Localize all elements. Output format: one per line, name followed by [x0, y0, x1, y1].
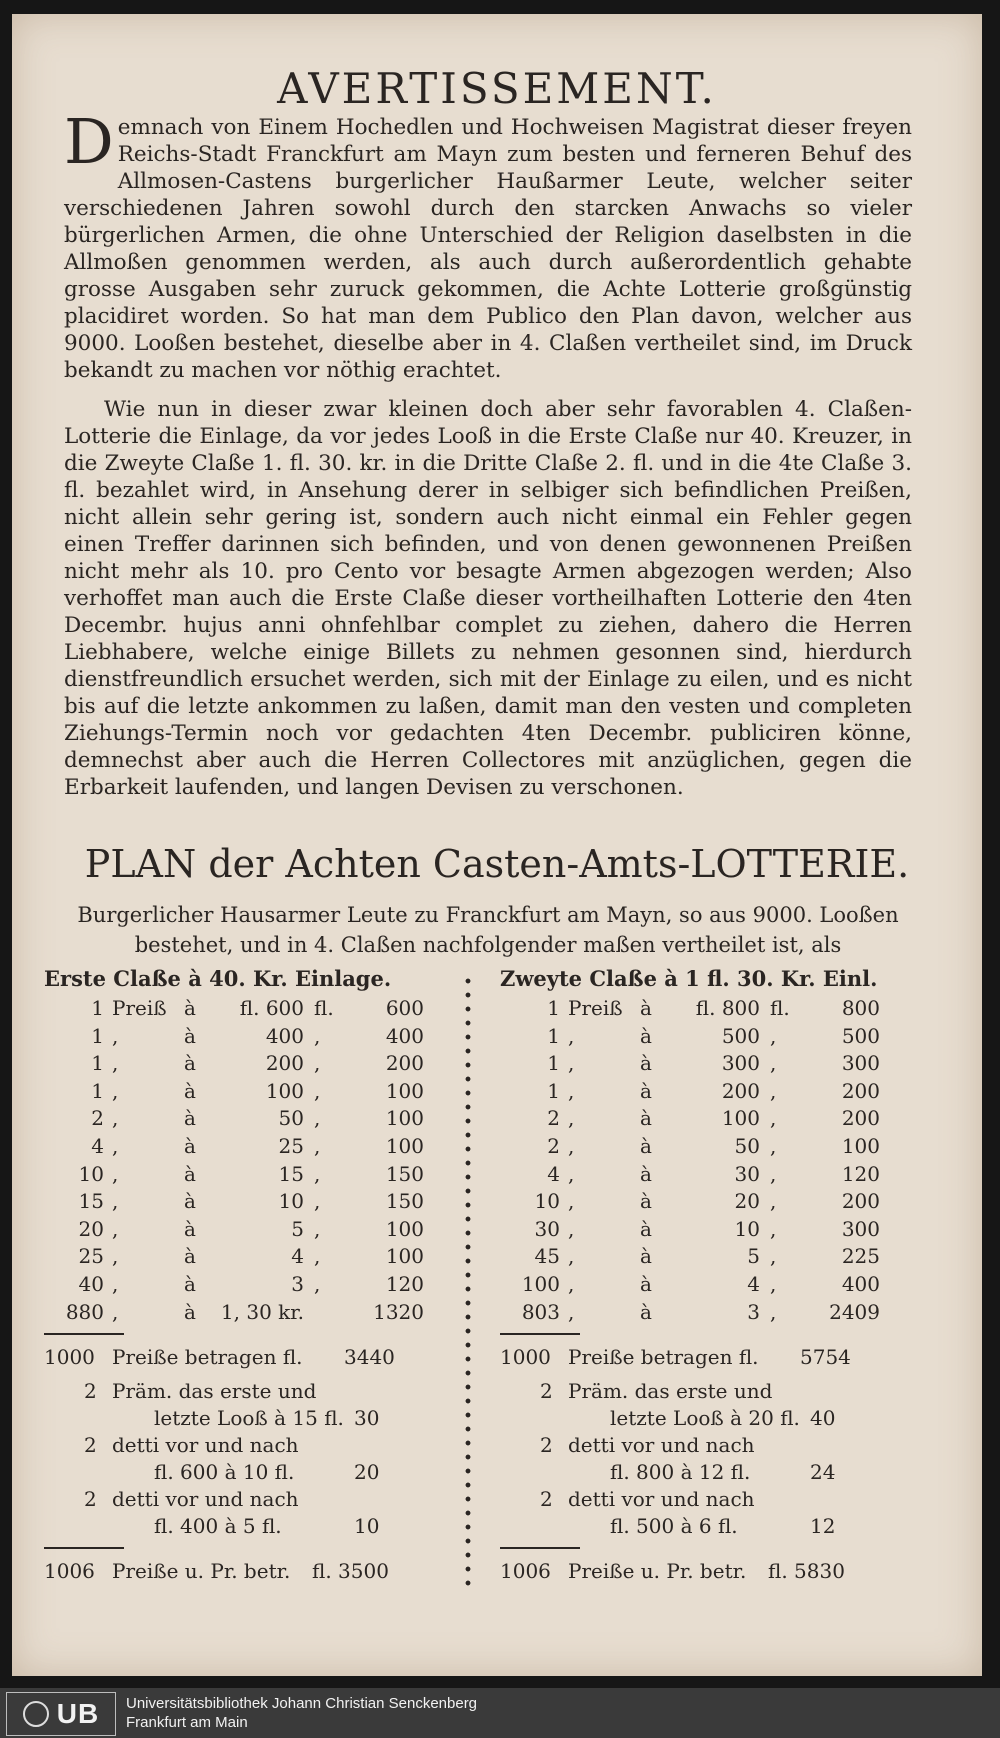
prize-fl: , — [770, 1271, 777, 1296]
prize-word: , — [568, 1161, 575, 1186]
prize-count: 40 — [78, 1271, 104, 1296]
prize-word: , — [112, 1271, 119, 1296]
prize-row — [44, 1217, 444, 1245]
premium-total: 40 — [810, 1406, 836, 1431]
library-credit — [126, 1694, 477, 1732]
prize-total: 100 — [385, 1244, 424, 1269]
prize-total: 800 — [841, 996, 880, 1020]
prize-count: 1 — [547, 996, 560, 1020]
star-divider — [458, 974, 478, 1594]
paragraph-1 — [64, 105, 912, 384]
premium-count: 2 — [540, 1379, 553, 1404]
prize-amount: 1, 30 kr. — [220, 1299, 304, 1324]
prize-total: 200 — [841, 1106, 880, 1131]
logo-text: UB — [56, 1698, 100, 1729]
prize-word: , — [112, 1133, 119, 1158]
prize-row — [500, 1106, 900, 1134]
prize-count: 2 — [91, 1106, 104, 1131]
prize-a: à — [184, 1051, 196, 1076]
plan-title: PLAN der Achten Casten-Amts-LOTTERIE. — [84, 842, 910, 886]
grand-total: fl. 3500 — [312, 1559, 389, 1584]
prize-word: , — [568, 1271, 575, 1296]
prize-amount: 3 — [291, 1271, 304, 1296]
prize-count: 30 — [534, 1216, 560, 1241]
prize-word: , — [568, 1051, 575, 1076]
prize-fl: , — [770, 1189, 777, 1214]
premium-text: letzte Looß à 20 fl. — [610, 1406, 800, 1431]
premium-text: letzte Looß à 15 fl. — [154, 1406, 344, 1431]
prize-row — [500, 1189, 900, 1217]
prize-count: 4 — [91, 1133, 104, 1158]
premium-text: fl. 800 à 12 fl. — [610, 1460, 751, 1485]
prize-fl: , — [314, 1216, 321, 1241]
prize-count: 1 — [91, 1078, 104, 1103]
prize-a: à — [184, 1106, 196, 1131]
prize-a: à — [640, 1078, 652, 1103]
prize-a: à — [640, 1161, 652, 1186]
premium-text: detti vor und nach — [112, 1433, 299, 1458]
dropcap-letter: D — [64, 105, 114, 178]
prize-amount: 300 — [721, 1051, 760, 1076]
prize-word: , — [568, 1244, 575, 1269]
sum-total: 5754 — [800, 1345, 851, 1370]
premium-total: 10 — [354, 1514, 380, 1539]
prize-total: 600 — [385, 996, 424, 1020]
prize-a: à — [640, 1023, 652, 1048]
premium-text: fl. 500 à 6 fl. — [610, 1514, 738, 1539]
prize-total: 300 — [841, 1216, 880, 1241]
sum-line — [500, 1345, 900, 1375]
premium-total: 24 — [810, 1460, 836, 1485]
prize-count: 1 — [547, 1078, 560, 1103]
prize-total: 400 — [385, 1023, 424, 1048]
prize-word: , — [112, 1299, 119, 1324]
premium-total: 20 — [354, 1460, 380, 1485]
prize-amount: 5 — [747, 1244, 760, 1269]
premium-line — [44, 1433, 444, 1460]
sum-count: 1000 — [500, 1345, 551, 1370]
document-title: AVERTISSEMENT. — [277, 64, 717, 113]
prize-word: Preiß — [568, 996, 623, 1020]
prize-fl: , — [770, 1106, 777, 1131]
prize-a: à — [184, 1271, 196, 1296]
prize-fl: , — [770, 1161, 777, 1186]
prize-total: 200 — [841, 1078, 880, 1103]
prize-word: , — [568, 1299, 575, 1324]
premium-text: fl. 400 à 5 fl. — [154, 1514, 282, 1539]
prize-amount: 100 — [721, 1106, 760, 1131]
prize-fl: , — [770, 1244, 777, 1269]
premium-line — [500, 1514, 900, 1541]
prize-amount: 15 — [278, 1161, 304, 1186]
prize-amount: 200 — [265, 1051, 304, 1076]
prize-amount: 200 — [721, 1078, 760, 1103]
premium-line — [500, 1460, 900, 1487]
prize-amount: 25 — [278, 1133, 304, 1158]
prize-a: à — [640, 1216, 652, 1241]
prize-count: 10 — [534, 1189, 560, 1214]
prize-total: 500 — [841, 1023, 880, 1048]
prize-row — [44, 1272, 444, 1300]
prize-count: 25 — [78, 1244, 104, 1269]
sum-label: Preiße betragen fl. — [112, 1345, 303, 1370]
prize-row — [500, 1024, 900, 1052]
prize-row — [500, 1134, 900, 1162]
prize-amount: 30 — [734, 1161, 760, 1186]
prize-row — [44, 1051, 444, 1079]
prize-a: à — [640, 996, 652, 1020]
premium-line — [500, 1406, 900, 1433]
prize-fl: , — [314, 1189, 321, 1214]
class-heading: Zweyte Claße à 1 fl. 30. Kr. Einl. — [500, 966, 878, 991]
prize-a: à — [184, 1244, 196, 1269]
premium-total: 30 — [354, 1406, 380, 1431]
rule-line — [500, 1333, 580, 1335]
seal-icon — [23, 1701, 49, 1727]
prize-row — [44, 1189, 444, 1217]
document-page — [12, 14, 982, 1676]
grand-count: 1006 — [500, 1559, 551, 1584]
grand-total-line — [500, 1559, 900, 1589]
grand-count: 1006 — [44, 1559, 95, 1584]
premium-block — [44, 1379, 444, 1541]
prize-a: à — [640, 1189, 652, 1214]
premium-block — [500, 1379, 900, 1541]
prize-total: 1320 — [373, 1299, 424, 1324]
prize-total: 150 — [385, 1189, 424, 1214]
prize-total: 200 — [385, 1051, 424, 1076]
premium-line — [44, 1487, 444, 1514]
prize-row — [500, 1217, 900, 1245]
prize-fl: , — [314, 1078, 321, 1103]
prize-count: 100 — [521, 1271, 560, 1296]
prize-fl: , — [314, 1161, 321, 1186]
prize-word: , — [112, 1106, 119, 1131]
premium-line — [44, 1406, 444, 1433]
premium-text: Präm. das erste und — [112, 1379, 317, 1404]
sum-line — [44, 1345, 444, 1375]
prize-total: 120 — [385, 1271, 424, 1296]
prize-row — [500, 1051, 900, 1079]
prize-fl: , — [770, 1133, 777, 1158]
prize-fl: , — [314, 1271, 321, 1296]
prize-a: à — [184, 1133, 196, 1158]
prize-fl: , — [314, 1023, 321, 1048]
prize-fl: , — [314, 1051, 321, 1076]
prize-total: 120 — [841, 1161, 880, 1186]
plan-subtitle: Burgerlicher Hausarmer Leute zu Franckfurt am Mayn, so aus 9000. Looßen bestehet, und in 4. Claßen nachfolgender maßen vertheilet ist, als — [77, 903, 899, 957]
prize-fl: , — [770, 1051, 777, 1076]
prize-word: , — [112, 1189, 119, 1214]
prize-word: , — [568, 1216, 575, 1241]
prize-count: 1 — [547, 1023, 560, 1048]
premium-text: fl. 600 à 10 fl. — [154, 1460, 295, 1485]
prize-word: , — [568, 1023, 575, 1048]
prize-amount: 3 — [747, 1299, 760, 1324]
premium-line — [44, 1460, 444, 1487]
prize-row — [500, 1244, 900, 1272]
grand-total: fl. 5830 — [768, 1559, 845, 1584]
prize-count: 2 — [547, 1106, 560, 1131]
premium-count: 2 — [84, 1379, 97, 1404]
prize-amount: fl. 600 — [239, 996, 304, 1020]
premium-count: 2 — [84, 1433, 97, 1458]
sum-total: 3440 — [344, 1345, 395, 1370]
prize-amount: 4 — [747, 1271, 760, 1296]
prize-total: 100 — [385, 1133, 424, 1158]
prize-word: , — [112, 1216, 119, 1241]
grand-total-line — [44, 1559, 444, 1589]
prize-row — [44, 1024, 444, 1052]
rule-line — [44, 1547, 124, 1549]
prize-word: , — [568, 1078, 575, 1103]
premium-count: 2 — [540, 1433, 553, 1458]
prize-total: 300 — [841, 1051, 880, 1076]
prize-a: à — [640, 1299, 652, 1324]
prize-count: 803 — [521, 1299, 560, 1324]
prize-a: à — [184, 1078, 196, 1103]
prize-count: 1 — [91, 1051, 104, 1076]
prize-fl: , — [770, 1078, 777, 1103]
prize-total: 150 — [385, 1161, 424, 1186]
rule-line — [44, 1333, 124, 1335]
premium-total: 12 — [810, 1514, 836, 1539]
prize-count: 1 — [91, 996, 104, 1020]
prize-row — [500, 996, 900, 1024]
prize-count: 1 — [547, 1051, 560, 1076]
prize-a: à — [184, 996, 196, 1020]
prize-word: , — [112, 1051, 119, 1076]
prize-word: , — [112, 1161, 119, 1186]
prize-total: 400 — [841, 1271, 880, 1296]
prize-row — [44, 996, 444, 1024]
prize-a: à — [184, 1299, 196, 1324]
prize-a: à — [184, 1189, 196, 1214]
grand-label: Preiße u. Pr. betr. — [568, 1559, 747, 1584]
sum-label: Preiße betragen fl. — [568, 1345, 759, 1370]
prize-total: 100 — [385, 1106, 424, 1131]
prize-row — [500, 1162, 900, 1190]
prize-amount: 100 — [265, 1078, 304, 1103]
prize-count: 10 — [78, 1161, 104, 1186]
prize-row — [44, 1244, 444, 1272]
grand-label: Preiße u. Pr. betr. — [112, 1559, 291, 1584]
prize-row — [500, 1300, 900, 1328]
premium-count: 2 — [84, 1487, 97, 1512]
premium-line — [44, 1514, 444, 1541]
prize-amount: 50 — [734, 1133, 760, 1158]
prize-fl: , — [770, 1299, 777, 1324]
prize-amount: 400 — [265, 1023, 304, 1048]
prize-word: , — [112, 1244, 119, 1269]
prize-count: 880 — [65, 1299, 104, 1324]
paragraph-1-text: emnach von Einem Hochedlen und Hochweisen Magistrat dieser freyen Reichs-Stadt Franckfurt am Mayn zum besten und ferneren Behuf des Allmosen-Castens burgerlicher Haußarmer Leute, welcher seiter verschiedenen Jahren sowohl durch den starcken Anwachs so vieler bürgerlichen Armen, die ohne Unterschied der Religion daselbsten in die Allmoßen genommen werden, als auch durch außerordentlich gehabte grosse Ausgaben sehr zuruck gekommen, die Achte Lotterie großgünstig placidiret worden. So hat man dem Publico den Plan davon, welcher aus 9000. Looßen bestehet, dieselbe aber in 4. Claßen vertheilet sind, im Druck bekandt zu machen vor nöthig erachtet. — [64, 115, 912, 383]
prize-fl: , — [770, 1216, 777, 1241]
prize-a: à — [184, 1023, 196, 1048]
premium-line — [44, 1379, 444, 1406]
paragraph-2: Wie nun in dieser zwar kleinen doch aber sehr favorablen 4. Claßen-Lotterie die Einlage, da vor jedes Looß in die Erste Claße nur 40. Kreuzer, in die Zweyte Claße 1. fl. 30. kr. in die Dritte Claße 2. fl. und in die 4te Claße 3. fl. bezahlet wird, in Ansehung derer in selbiger sich befindlichen Preißen, nicht allein sehr gering ist, sondern auch nicht einmal ein Fehler gegen einen Treffer darinnen sich befinden, und von denen gewonnenen Preißen nicht mehr als 10. pro Cento vor besagte Armen abgezogen werden; Also verhoffet man auch die Erste Claße dieser vortheilhaften Lotterie den 4ten Decembr. hujus anni ohnfehlbar complet zu ziehen, dahero die Herren Liebhabere, welche einige Billets zu nehmen gesonnen sind, hierdurch dienstfreundlich ersuchet werden, sich mit der Einlage zu eilen, und es nicht bis auf die letzte ankommen zu laßen, damit man den vesten und completen Ziehungs-Termin noch vor gedachten 4ten Decembr. publiciren könne, demnechst aber auch die Herren Collectores mit anzüglichen, gegen die Erbarkeit laufenden, und langen Devisen zu verschonen. — [64, 397, 912, 800]
prize-a: à — [640, 1051, 652, 1076]
library-footer — [0, 1688, 1000, 1738]
prize-row — [44, 1106, 444, 1134]
library-city: Frankfurt am Main — [126, 1714, 248, 1731]
prize-fl: , — [314, 1133, 321, 1158]
prize-count: 1 — [91, 1023, 104, 1048]
premium-text: detti vor und nach — [112, 1487, 299, 1512]
prize-count: 20 — [78, 1216, 104, 1241]
prize-amount: fl. 800 — [695, 996, 760, 1020]
prize-fl: , — [314, 1106, 321, 1131]
premium-text: detti vor und nach — [568, 1487, 755, 1512]
prize-count: 45 — [534, 1244, 560, 1269]
premium-line — [500, 1487, 900, 1514]
prize-count: 4 — [547, 1161, 560, 1186]
prize-amount: 10 — [278, 1189, 304, 1214]
prize-row — [500, 1272, 900, 1300]
prize-amount: 4 — [291, 1244, 304, 1269]
prize-fl: fl. — [314, 996, 334, 1020]
prize-total: 100 — [385, 1078, 424, 1103]
prize-fl: , — [770, 1023, 777, 1048]
ub-logo — [6, 1692, 116, 1736]
prize-total: 100 — [841, 1133, 880, 1158]
prize-row — [500, 1079, 900, 1107]
prize-row — [44, 1134, 444, 1162]
prize-a: à — [640, 1106, 652, 1131]
rule-line — [500, 1547, 580, 1549]
prize-word: , — [112, 1078, 119, 1103]
class1-column — [44, 966, 444, 1589]
prize-amount: 5 — [291, 1216, 304, 1241]
prize-amount: 20 — [734, 1189, 760, 1214]
prize-word: , — [568, 1133, 575, 1158]
prize-row — [44, 1079, 444, 1107]
class-heading: Erste Claße à 40. Kr. Einlage. — [44, 966, 392, 991]
prize-fl: fl. — [770, 996, 790, 1020]
prize-a: à — [640, 1244, 652, 1269]
prize-fl: , — [314, 1244, 321, 1269]
prize-total: 2409 — [829, 1299, 880, 1324]
sum-count: 1000 — [44, 1345, 95, 1370]
prize-word: Preiß — [112, 996, 167, 1020]
library-name: Universitätsbibliothek Johann Christian Senckenberg — [126, 1695, 478, 1712]
prize-a: à — [184, 1216, 196, 1241]
prize-count: 2 — [547, 1133, 560, 1158]
prize-count: 15 — [78, 1189, 104, 1214]
prize-total: 200 — [841, 1189, 880, 1214]
premium-text: Präm. das erste und — [568, 1379, 773, 1404]
prize-row — [44, 1162, 444, 1190]
prize-amount: 50 — [278, 1106, 304, 1131]
prize-a: à — [640, 1271, 652, 1296]
prize-row — [44, 1300, 444, 1328]
prize-word: , — [568, 1106, 575, 1131]
prize-word: , — [112, 1023, 119, 1048]
prize-amount: 10 — [734, 1216, 760, 1241]
prize-total: 225 — [841, 1244, 880, 1269]
prize-amount: 500 — [721, 1023, 760, 1048]
prize-a: à — [640, 1133, 652, 1158]
premium-line — [500, 1379, 900, 1406]
prize-a: à — [184, 1161, 196, 1186]
premium-text: detti vor und nach — [568, 1433, 755, 1458]
prize-word: , — [568, 1189, 575, 1214]
premium-count: 2 — [540, 1487, 553, 1512]
prize-total: 100 — [385, 1216, 424, 1241]
class2-column — [500, 966, 900, 1589]
premium-line — [500, 1433, 900, 1460]
